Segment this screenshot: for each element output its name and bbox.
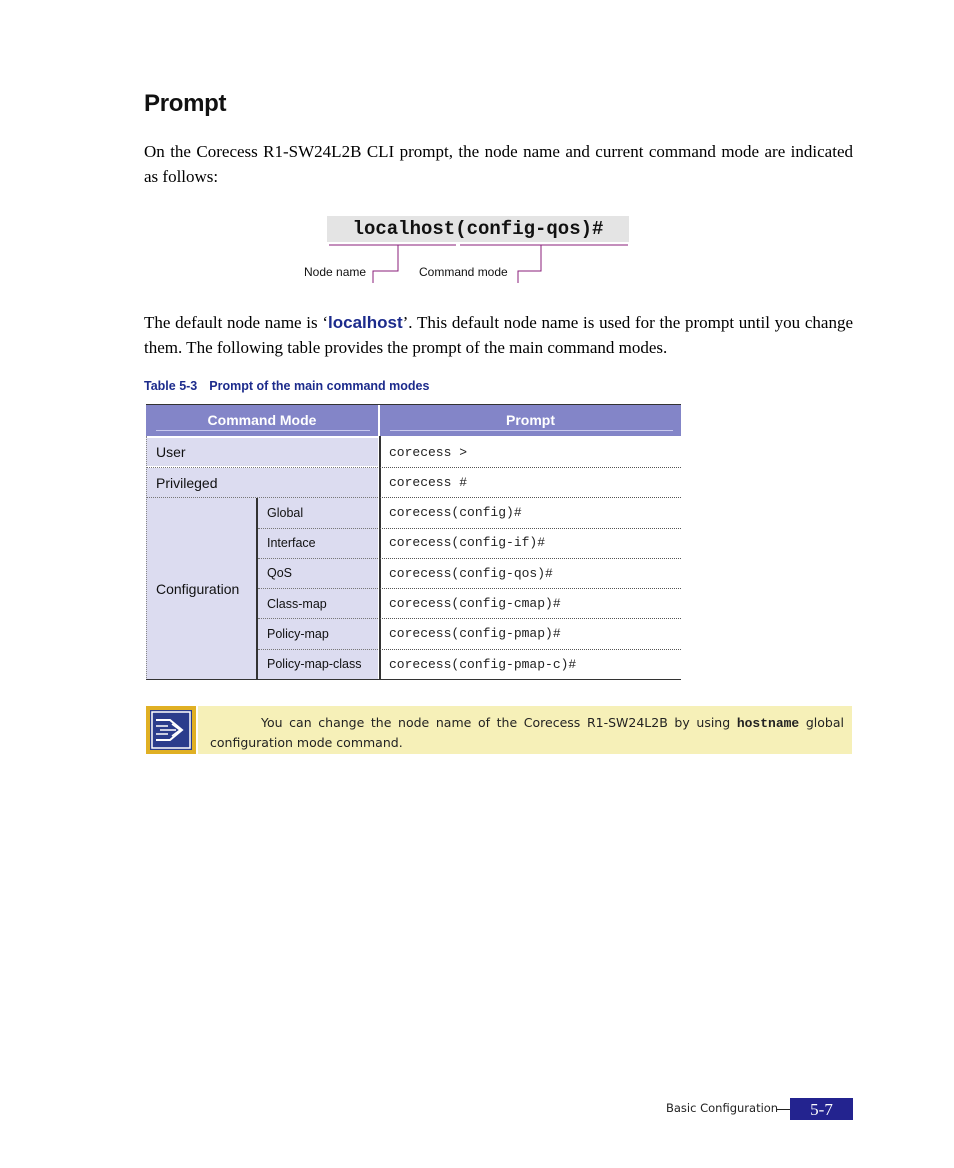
footer-rule [777, 1109, 791, 1110]
localhost-keyword: localhost [328, 313, 403, 332]
mode-policy-map-class: Policy-map-class [258, 649, 378, 680]
mode-privileged: Privileged [146, 468, 378, 498]
mode-class-map: Class-map [258, 589, 378, 619]
mode-user: User [146, 438, 378, 466]
prompt-qos: corecess(config-qos)# [389, 566, 553, 581]
prompt-policy-map-class: corecess(config-pmap-c)# [389, 657, 577, 672]
prompt-privileged: corecess # [389, 475, 468, 490]
prompt-interface: corecess(config-if)# [389, 535, 546, 550]
mode-interface: Interface [258, 528, 378, 558]
note-icon [146, 706, 196, 754]
prompt-policy-map: corecess(config-pmap)# [389, 626, 561, 641]
mode-policy-map: Policy-map [258, 619, 378, 649]
command-mode-label: Command mode [419, 265, 508, 279]
page-number: 5-7 [790, 1098, 853, 1120]
page-title: Prompt [144, 90, 227, 117]
note-box: You can change the node name of the Corecess R1-SW24L2B by using hostname global configuration mode command. [198, 706, 852, 754]
mode-qos: QoS [258, 558, 378, 589]
table-caption: Table 5-3 Prompt of the main command modes [144, 379, 430, 393]
table-bottom-rule [146, 679, 681, 680]
default-node-paragraph: The default node name is ‘localhost’. This default node name is used for the prompt until you change them. The following table provides the prompt of the main command modes. [144, 313, 853, 357]
mode-configuration: Configuration [146, 498, 256, 680]
intro-paragraph: On the Corecess R1-SW24L2B CLI prompt, the node name and current command mode are indicated as follows: [144, 142, 853, 186]
prompt-class-map: corecess(config-cmap)# [389, 596, 561, 611]
mode-global: Global [258, 498, 378, 528]
header-command-mode: Command Mode [146, 405, 378, 436]
prompt-table [146, 405, 681, 680]
node-name-label: Node name [304, 265, 367, 279]
prompt-example: localhost(config-qos)# [327, 216, 629, 242]
prompt-global: corecess(config)# [389, 505, 522, 520]
footer-section: Basic Configuration [666, 1101, 779, 1115]
hostname-command: hostname [736, 716, 800, 731]
header-prompt: Prompt [380, 405, 681, 436]
sub-column-divider [256, 498, 258, 680]
prompt-user: corecess > [389, 445, 468, 460]
